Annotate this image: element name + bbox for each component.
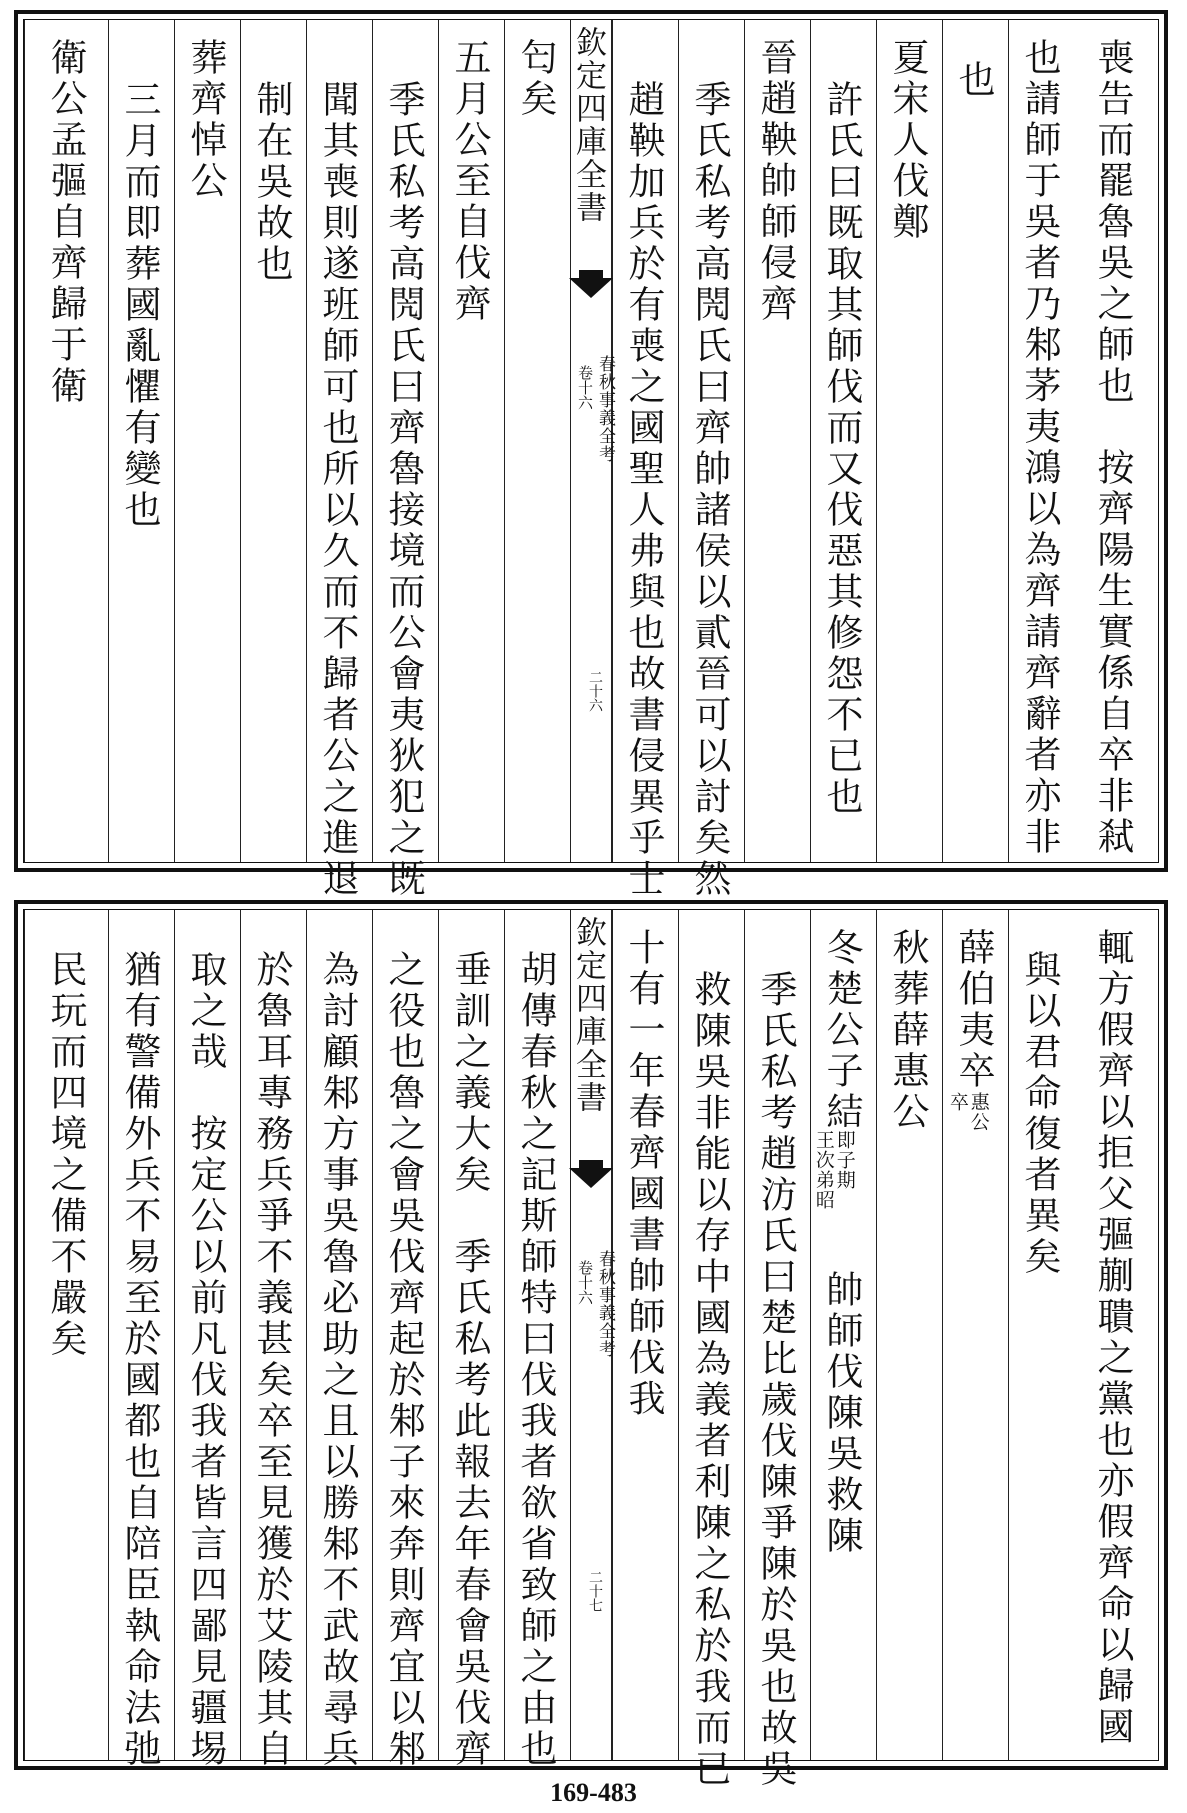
text-column bbox=[240, 20, 306, 862]
bottom-page bbox=[14, 900, 1168, 1790]
text-column bbox=[438, 910, 504, 1770]
text-column bbox=[174, 910, 240, 1770]
column-text: 夏宋人伐鄭 bbox=[886, 38, 929, 243]
column-text: 取之哉 按定公以前凡伐我者皆言四鄙見疆埸 bbox=[184, 950, 227, 1770]
text-column bbox=[504, 20, 570, 862]
bottom-page-columns bbox=[24, 910, 1158, 1790]
text-column bbox=[1008, 910, 1074, 1760]
text-column bbox=[678, 20, 744, 900]
spine-book-title: 春秋事義全考 bbox=[595, 355, 615, 463]
text-column bbox=[678, 910, 744, 1790]
column-text: 匄矣 bbox=[514, 38, 557, 120]
interlinear-note: 即子期 王次弟昭 bbox=[812, 1130, 856, 1210]
column-text: 趙鞅加兵於有喪之國聖人弗與也故書侵異乎士 bbox=[622, 80, 665, 900]
column-text: 十有一年春齊國書帥師伐我 bbox=[622, 928, 665, 1420]
text-column bbox=[174, 20, 240, 862]
fish-tail-mark bbox=[579, 1160, 603, 1194]
top-page bbox=[14, 10, 1168, 900]
column-text: 聞其喪則遂班師可也所以久而不歸者公之進退 bbox=[316, 80, 359, 900]
spine-title: 欽定四庫全書 bbox=[570, 916, 606, 1114]
text-column bbox=[306, 910, 372, 1770]
column-text: 秋葬薛惠公 bbox=[886, 928, 929, 1133]
text-column bbox=[876, 20, 942, 862]
page-spine bbox=[570, 910, 615, 1760]
text-column bbox=[810, 910, 876, 1760]
text-column bbox=[24, 910, 108, 1760]
spine-book-title: 春秋事義全考 bbox=[595, 1250, 615, 1358]
column-text: 季氏私考高閌氏曰齊帥諸侯以貳晉可以討矣然 bbox=[688, 80, 731, 900]
column-text: 垂訓之義大矣 季氏私考此報去年春會吳伐齊 bbox=[448, 950, 491, 1770]
column-text: 也 bbox=[952, 60, 995, 101]
interlinear-note: 惠公 卒 bbox=[946, 1092, 990, 1132]
column-text: 季氏私考高閌氏曰齊魯接境而公會夷狄犯之既 bbox=[382, 80, 425, 900]
column-text: 胡傳春秋之記斯師特曰伐我者欲省致師之由也 bbox=[514, 950, 557, 1770]
column-text: 冬楚公子結 bbox=[820, 928, 863, 1133]
page-spine bbox=[570, 20, 615, 862]
column-text: 三月而即葬國亂懼有變也 bbox=[118, 80, 161, 531]
column-text: 薛伯夷卒 bbox=[952, 928, 995, 1092]
text-column bbox=[438, 20, 504, 862]
column-text: 五月公至自伐齊 bbox=[448, 38, 491, 325]
column-text: 之役也魯之會吳伐齊起於邾子來奔則齊宜以邾 bbox=[382, 950, 425, 1770]
column-text: 輒方假齊以拒父彄蒯聵之黨也亦假齊命以歸國 bbox=[1091, 928, 1134, 1748]
column-text: 制在吳故也 bbox=[250, 80, 293, 285]
column-text: 救陳吳非能以存中國為義者利陳之私於我而已 bbox=[688, 970, 731, 1790]
column-text: 與以君命復者異矣 bbox=[1018, 950, 1061, 1278]
column-text-continued: 帥師伐陳吳救陳 bbox=[820, 1270, 863, 1557]
column-text: 喪告而罷魯吳之師也 按齊陽生實係自卒非弒 bbox=[1091, 38, 1134, 858]
column-text: 葬齊悼公 bbox=[184, 38, 227, 202]
fish-tail-mark bbox=[579, 270, 603, 304]
text-column bbox=[108, 20, 174, 862]
text-column bbox=[942, 20, 1008, 862]
text-column bbox=[942, 910, 1008, 1760]
top-page-columns bbox=[24, 20, 1158, 900]
column-text: 晉趙鞅帥師侵齊 bbox=[754, 38, 797, 325]
text-column bbox=[1074, 910, 1160, 1760]
text-column bbox=[744, 20, 810, 862]
column-text: 民玩而四境之備不嚴矣 bbox=[44, 950, 87, 1360]
spine-page-number: 二十七 bbox=[587, 1570, 603, 1612]
text-column bbox=[612, 910, 678, 1760]
text-column bbox=[504, 910, 570, 1770]
text-column bbox=[810, 20, 876, 862]
text-column bbox=[744, 910, 810, 1790]
column-text: 許氏曰既取其師伐而又伐惡其修怨不已也 bbox=[820, 80, 863, 818]
text-column bbox=[1074, 20, 1160, 862]
text-column bbox=[240, 910, 306, 1770]
column-text: 為討顧邾方事吳魯必助之且以勝邾不武故尋兵 bbox=[316, 950, 359, 1770]
column-text: 衛公孟彄自齊歸于衛 bbox=[44, 38, 87, 407]
spine-title: 欽定四庫全書 bbox=[570, 26, 606, 224]
footer-page-number: 169-483 bbox=[550, 1778, 637, 1807]
spine-page-number: 二十六 bbox=[587, 670, 603, 712]
text-column bbox=[108, 910, 174, 1770]
spine-volume: 卷十六 bbox=[576, 1260, 594, 1305]
text-column bbox=[372, 20, 438, 900]
text-column bbox=[24, 20, 108, 862]
text-column bbox=[876, 910, 942, 1760]
column-text: 猶有警備外兵不易至於國都也自陪臣執命法弛 bbox=[118, 950, 161, 1770]
text-column bbox=[1008, 20, 1074, 862]
text-column bbox=[306, 20, 372, 900]
column-text: 季氏私考趙汸氏曰楚比歲伐陳爭陳於吳也故吳 bbox=[754, 970, 797, 1790]
text-column bbox=[372, 910, 438, 1770]
spine-volume: 卷十六 bbox=[576, 365, 594, 410]
text-column bbox=[612, 20, 678, 900]
column-text: 也請師于吳者乃邾茅夷鴻以為齊請齊辭者亦非 bbox=[1018, 38, 1061, 858]
column-text: 於魯耳專務兵爭不義甚矣卒至見獲於艾陵其自 bbox=[250, 950, 293, 1770]
